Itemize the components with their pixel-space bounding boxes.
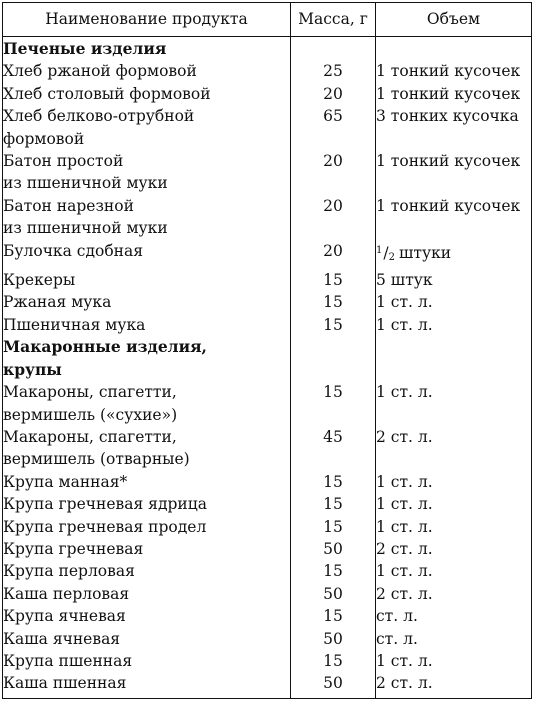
product-mass: 20 [291, 195, 376, 240]
product-volume-cell [376, 195, 532, 240]
product-volume-cell [376, 650, 532, 672]
product-volume-cell [376, 583, 532, 605]
product-volume-cell [376, 314, 532, 336]
product-name-line: Крупа пшенная [3, 651, 133, 670]
table-row [3, 605, 532, 627]
table-row [3, 650, 532, 672]
header-name: Наименование продукта [3, 3, 291, 37]
product-name-line: Крупа гречневая ядрица [3, 495, 207, 514]
product-name-line: вермишель (отварные) [3, 450, 190, 469]
product-mass: 65 [291, 105, 376, 150]
table-row [3, 583, 532, 605]
table-row [3, 471, 532, 493]
product-mass: 50 [291, 583, 376, 605]
product-volume: штуки [398, 243, 452, 262]
product-mass: 15 [291, 516, 376, 538]
product-mass: 25 [291, 60, 376, 82]
section-row [3, 336, 532, 381]
product-volume-cell [376, 471, 532, 493]
product-volume-cell [376, 605, 532, 627]
product-mass: 15 [291, 650, 376, 672]
product-volume: 1 ст. л. [376, 562, 433, 581]
table-row [3, 672, 532, 698]
product-name-line: Каша ячневая [3, 629, 121, 648]
product-name-cell [3, 628, 291, 650]
product-name-line: Хлеб столовый формовой [3, 84, 211, 103]
product-volume-cell [376, 560, 532, 582]
product-name-cell [3, 426, 291, 471]
product-volume: 1 ст. л. [376, 651, 433, 670]
product-name-line: Батон нарезной [3, 196, 134, 215]
product-volume-cell [376, 83, 532, 105]
product-volume: 5 штук [376, 271, 433, 290]
volume-fraction: $^1/_2$ [376, 243, 395, 263]
table-row [3, 60, 532, 82]
product-mass: 15 [291, 381, 376, 426]
product-name-cell [3, 60, 291, 82]
product-volume: 1 тонкий кусочек [376, 152, 521, 171]
product-volume: 1 тонкий кусочек [376, 84, 521, 103]
product-volume-cell [376, 150, 532, 195]
product-volume: 2 ст. л. [376, 674, 433, 693]
product-volume: 1 тонкий кусочек [376, 196, 521, 215]
product-volume: ст. л. [376, 607, 418, 626]
table-row [3, 381, 532, 426]
product-mass: 20 [291, 150, 376, 195]
product-name-cell [3, 493, 291, 515]
section-title-cell [3, 37, 291, 61]
product-name-cell [3, 560, 291, 582]
section-row [3, 37, 532, 61]
table-row [3, 516, 532, 538]
product-name-line: Хлеб ржаной формовой [3, 62, 197, 81]
section-volume-empty [376, 336, 532, 381]
product-mass: 15 [291, 605, 376, 627]
table-row [3, 628, 532, 650]
product-name-cell [3, 314, 291, 336]
product-name-cell [3, 105, 291, 150]
product-name-cell [3, 516, 291, 538]
product-name-line: Крекеры [3, 271, 76, 290]
product-name-line: Ржаная мука [3, 293, 112, 312]
product-volume-cell [376, 291, 532, 313]
fraction-denominator: 2 [388, 251, 395, 263]
product-volume-cell [376, 538, 532, 560]
section-title: Макаронные изделия, [3, 337, 207, 357]
product-name-line: вермишель («сухие») [3, 405, 178, 424]
product-mass: 15 [291, 471, 376, 493]
product-name-line: из пшеничной муки [3, 219, 168, 238]
section-volume-empty [376, 37, 532, 61]
products-table [2, 2, 532, 699]
product-volume: 1 ст. л. [376, 495, 433, 514]
product-volume-cell [376, 516, 532, 538]
product-mass: 15 [291, 314, 376, 336]
table-row [3, 291, 532, 313]
product-name-line: Булочка сдобная [3, 241, 144, 260]
product-name-cell [3, 381, 291, 426]
table-row [3, 426, 532, 471]
product-volume: 2 ст. л. [376, 539, 433, 558]
table-row [3, 105, 532, 150]
product-volume-cell [376, 105, 532, 150]
product-name-cell [3, 195, 291, 240]
section-mass-empty [291, 37, 376, 61]
table-row [3, 269, 532, 291]
product-mass: 45 [291, 426, 376, 471]
product-name-cell [3, 538, 291, 560]
product-volume-cell [376, 269, 532, 291]
product-volume: 1 ст. л. [376, 293, 433, 312]
product-volume: 1 ст. л. [376, 315, 433, 334]
section-title-line2: крупы [3, 359, 62, 379]
product-volume: 2 ст. л. [376, 584, 433, 603]
product-name-line: из пшеничной муки [3, 174, 168, 193]
product-mass: 15 [291, 493, 376, 515]
product-name-line: формовой [3, 129, 85, 148]
product-volume: 2 ст. л. [376, 427, 433, 446]
product-volume: 3 тонких кусочка [376, 107, 519, 126]
product-volume-cell [376, 672, 532, 698]
fraction-numerator: 1 [376, 244, 383, 256]
product-mass: 50 [291, 538, 376, 560]
table-header [3, 3, 532, 37]
product-volume: 1 тонкий кусочек [376, 62, 521, 81]
product-mass: 15 [291, 269, 376, 291]
product-name-cell [3, 291, 291, 313]
header-mass: Масса, г [291, 3, 376, 37]
product-name-line: Крупа гречневая продел [3, 517, 207, 536]
section-title: Печеные изделия [3, 39, 167, 58]
product-name-cell [3, 605, 291, 627]
product-name-cell [3, 583, 291, 605]
product-name-cell [3, 150, 291, 195]
product-name-line: Макароны, спагетти, [3, 427, 177, 446]
table-row [3, 314, 532, 336]
product-name-line: Каша перловая [3, 584, 130, 603]
product-mass: 20 [291, 83, 376, 105]
table-body [3, 37, 532, 699]
header-row [3, 3, 532, 37]
product-name-line: Батон простой [3, 152, 124, 171]
table-row [3, 240, 532, 269]
product-name-line: Крупа перловая [3, 562, 135, 581]
table-row [3, 493, 532, 515]
product-mass: 15 [291, 291, 376, 313]
product-volume-cell [376, 240, 532, 269]
product-name-line: Каша пшенная [3, 674, 127, 693]
product-name-cell [3, 650, 291, 672]
product-name-cell [3, 471, 291, 493]
table-row [3, 150, 532, 195]
product-name-line: Крупа ячневая [3, 607, 126, 626]
product-name-cell [3, 240, 291, 269]
product-volume-cell [376, 493, 532, 515]
table-row [3, 195, 532, 240]
product-mass: 50 [291, 672, 376, 698]
product-mass: 20 [291, 240, 376, 269]
product-name-cell [3, 269, 291, 291]
product-volume: 1 ст. л. [376, 472, 433, 491]
product-name-line: Крупа гречневая [3, 539, 144, 558]
section-mass-empty [291, 336, 376, 381]
product-name-line: Макароны, спагетти, [3, 383, 177, 402]
product-name-cell [3, 83, 291, 105]
product-volume: 1 ст. л. [376, 517, 433, 536]
product-volume-cell [376, 60, 532, 82]
section-title-cell [3, 336, 291, 381]
table-row [3, 538, 532, 560]
header-volume: Объем [376, 3, 532, 37]
table-row [3, 83, 532, 105]
product-volume-cell [376, 381, 532, 426]
product-name-cell [3, 672, 291, 698]
product-name-line: Пшеничная мука [3, 315, 146, 334]
product-volume-cell [376, 426, 532, 471]
product-volume: ст. л. [376, 629, 418, 648]
product-mass: 15 [291, 560, 376, 582]
product-volume-cell [376, 628, 532, 650]
product-name-line: Крупа манная* [3, 472, 128, 491]
table-row [3, 560, 532, 582]
product-mass: 50 [291, 628, 376, 650]
product-name-line: Хлеб белково-отрубной [3, 107, 195, 126]
product-volume: 1 ст. л. [376, 383, 433, 402]
